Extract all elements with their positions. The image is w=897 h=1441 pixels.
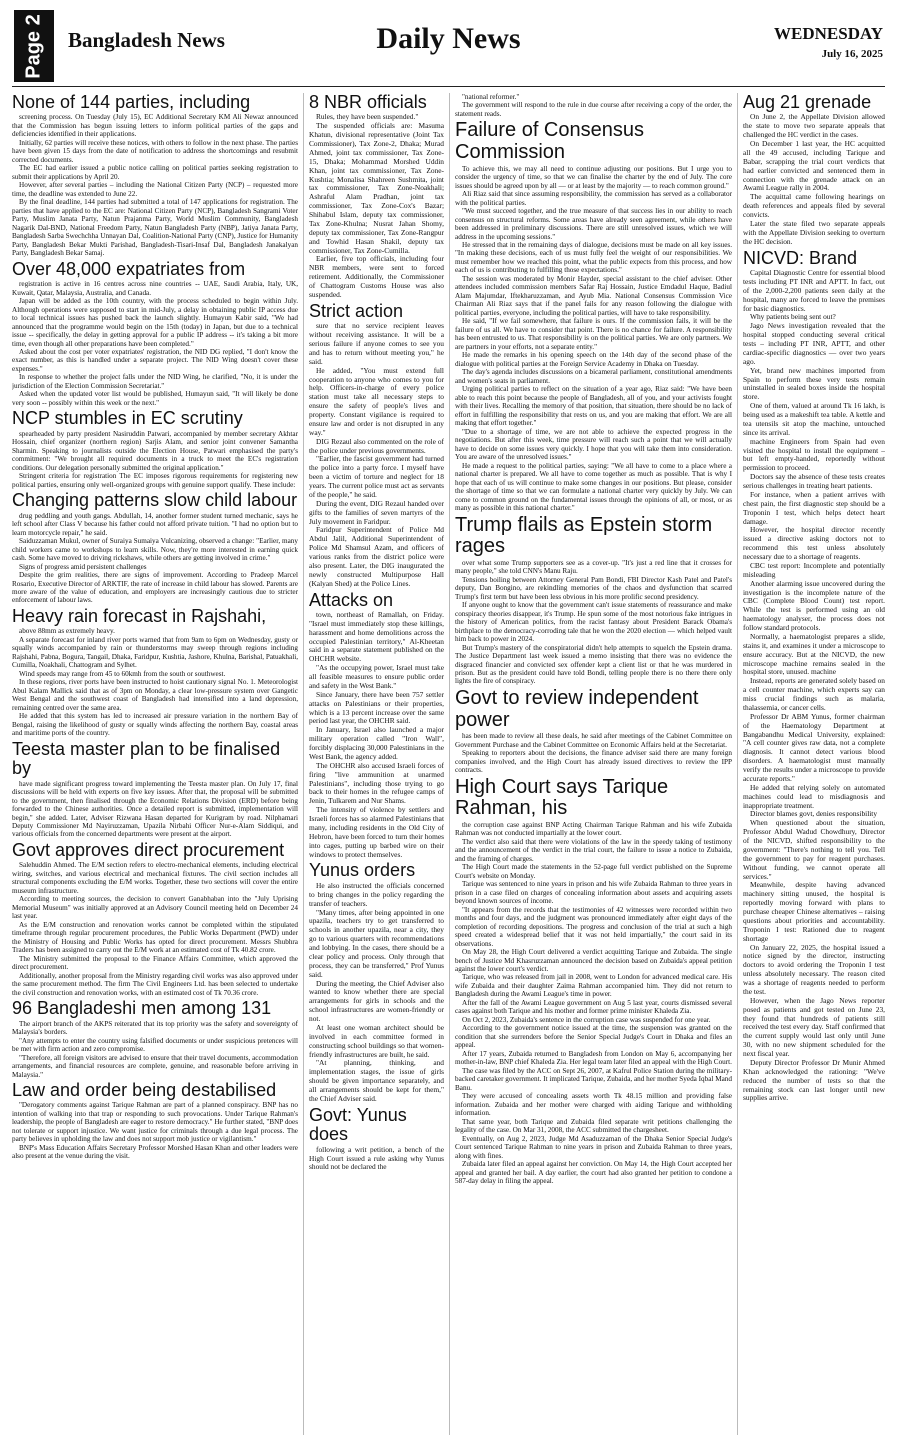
- page-label: Page 2: [22, 13, 45, 79]
- article-paragraph: Despite the grim realities, there are signs of improvement. According to Pradeep Marcel Rosario, Executive Director of ARKTIF, the rate of increase in child labour has slowed. Parents are more aware of the value of education, and employers are increasingly cautious due to stricter enforcement of labour laws.: [12, 571, 298, 605]
- article-paragraph: Tarique, who was released from jail in 2008, went to London for advanced medical care. His wife Zubaida and their daughter Zaima Rahman accompanied him. They did not return to Bangladesh during the Awami League's time in power.: [455, 973, 732, 999]
- article-headline: 8 NBR officials: [309, 93, 427, 112]
- article-paragraph: On June 2, the Appellate Division allowed the state to move two separate appeals that challenged the HC verdict in the cases.: [743, 112, 885, 140]
- article-paragraph: over what some Trump supporters see as a cover-up. "It's just a red line that it crosses for many people," she told CNN's Manu Raju.: [455, 558, 732, 576]
- article-paragraph: "As the occupying power, Israel must take all feasible measures to ensure public order and safety in the West Bank.": [309, 663, 444, 690]
- article-headline: Strict action: [309, 300, 404, 321]
- article-paragraph: Urging political parties to reflect on the situation of a year ago, Riaz said: "We have been able to reach this point because the people of Bangladesh, all of you, and your activists fought with their lives. Recalling the memory of that position, that situation, there should be no lack of effort in fulfilling the responsibility that rests on us, and you are making that effort. We are all making that effort together.": [455, 385, 732, 428]
- day-label: WEDNESDAY: [774, 24, 883, 43]
- news-columns: [12, 93, 885, 1435]
- article-headline: NICVD: Brand: [743, 247, 858, 268]
- article: [743, 249, 885, 1104]
- article-paragraph: have made significant progress toward implementing the Teesta master plan. On July 17, final discussions will be held with experts on five key issues. After that, the proposal will be submitted to the government, then finalised through the Economic Relations Division (ERD) before being forwarded to the Chinese authorities. Once a detailed report is submitted, implementation will begin," she added. Later, Adviser Rizwana Hasan departed for Kurigram by road. Nilphamari Deputy Commissioner Md Nayiruzzaman, Upazila Nirbahi Officer Nur-e-Alam Siddiqui, and various officials from the concerned departments were present at the airport.: [12, 779, 298, 839]
- article-paragraph: At least one woman architect should be involved in each committee formed in constructing school buildings so that women-friendly infrastructures are built, he said.: [309, 1022, 444, 1059]
- article: [309, 591, 444, 860]
- article-paragraph: has been made to review all these deals, he said after meetings of the Cabinet Committee on Government Purchase and the Cabinet Committee on Economic Affairs held at the Secretariat.: [455, 732, 732, 749]
- article-paragraph: Eventually, on Aug 2, 2023, Judge Md Asaduzzaman of the Dhaka Senior Special Judge's Court sentenced Tarique Rahman to nine years in prison and Zubaida Rahman to three years, along with fines.: [455, 1134, 732, 1160]
- article-paragraph: Tarique was sentenced to nine years in prison and his wife Zubaida Rahman to three years in prison in a case filed on charges of concealing information about assets and acquiring assets beyond known sources of income.: [455, 880, 732, 906]
- article-paragraph: Earlier, five top officials, including four NBR members, were sent to forced retirement. Additionally, the Commissioner of Chattogram Customs House was also suspended.: [309, 254, 444, 299]
- article-paragraph: town, northeast of Ramallah, on Friday. "Israel must immediately stop these killings, harassment and home demolitions across the occupied Palestinian territory," Al-Kheetan said in a separate statement published on the OHCHR website.: [309, 609, 444, 664]
- article-paragraph: That same year, both Tarique and Zubaida filed separate writ petitions challenging the legality of the case. On Mar 31, 2008, the ACC submitted the chargesheet.: [455, 1117, 732, 1135]
- article-paragraph: The OHCHR also accused Israeli forces of firing "live ammunition at unarmed Palestinians", including those trying to go back to their homes in the refugee camps of Jenin, Tulkarem and Nur Shams.: [309, 760, 444, 806]
- article-headline: Teesta master plan to be finalised by: [12, 738, 281, 779]
- article-paragraph: During the event, DIG Rezaul handed over gifts to the families of seven martyrs of the July movement in Faridpur.: [309, 498, 444, 526]
- article-paragraph: "Due to a shortage of time, we are not able to achieve the expected progress in the negotiations. But after this week, time pressure will reach such a point that we will actually have to decide on some issues very quickly. I hope that you will take them into consideration. You are aware of the unresolved issues.": [455, 427, 732, 462]
- article: [12, 999, 298, 1079]
- article-headline: Govt to review independent power: [455, 686, 699, 731]
- article-headline: High Court says Tarique Rahman, his: [455, 775, 669, 820]
- article-paragraph: Director blames govt, denies responsibility: [750, 809, 878, 819]
- article-paragraph: He added, "You must extend full cooperation to anyone who comes to you for help. Officers-in-charge of every police station must take all necessary steps to ensure the safety of people's lives and property. Constant vigilance is required to ensure law and order is not disrupted in any way.": [309, 365, 444, 437]
- article-paragraph: However, when the Jago News reporter posed as patients and got tested on June 23, they found that hundreds of patients still received the test every day. Staff confirmed that the current supply would last only until June 30, with no new shipment scheduled for the next fiscal year.: [743, 995, 885, 1058]
- article-paragraph: Tensions boiling between Attorney General Pam Bondi, FBI Director Kash Patel and Patel's deputy, Dan Bongino, are rekindling memories of the chaos and dysfunction that scarred Trump's first term but have been less obvious in his more prolific second presidency.: [455, 575, 732, 601]
- article-paragraph: The acquittal came following hearings on death references and appeals filed by several convicts.: [743, 192, 885, 220]
- article-paragraph: A separate forecast for inland river ports warned that from 9am to 6pm on Wednesday, gusty or squally winds accompanied by rain or thunderstorms may sweep through regions including Rajshahi, Pabna, Bogura, Tangail, Dhaka, Faridpur, Kushtia, Jashore, Khulna, Barishal, Patuakhali, Cumilla, Noakhali, Chattogram and Sylhet.: [12, 635, 298, 670]
- article-paragraph: drug peddling and youth gangs. Abdullah, 14, another former student turned mechanic, says he left school after Class V because his father could not afford private tuition. "I had no option but to learn motorcycle repair," he said.: [12, 511, 298, 537]
- article-paragraph: In response to whether the project falls under the NID Wing, he clarified, "No, it is under the jurisdiction of the Election Commission Secretariat.": [12, 373, 298, 390]
- article-paragraph: "national reformer.": [462, 93, 520, 101]
- article-paragraph: Salehuddin Ahmed. The E/M section refers to electro-mechanical elements, including electrical wiring, switches, and various electrical and mechanical fixtures. The civil section includes all structural components excluding the E/M works. Together, these two sections will cover the entire museum infrastructure.: [12, 861, 298, 895]
- article-paragraph: He stressed that in the remaining days of dialogue, decisions must be made on all key issues. "In making these decisions, each of us must fully feel the weight of our responsibilities. We must remember how we reached this point, what the public expects from this process, and how each of us is contributing to fulfilling those expectations.": [455, 241, 732, 275]
- column-4: [738, 93, 885, 1435]
- article: [12, 1081, 298, 1161]
- article-paragraph: registration is active in 16 centres across nine countries -- UAE, Saudi Arabia, Italy, UK, Kuwait, Qatar, Malaysia, Australia, and Canada.: [12, 280, 298, 297]
- article-paragraph: Capital Diagnostic Centre for essential blood tests including PT INR and APTT. In fact, out of the 2,000-2,200 patients seen daily at the hospital, many are forced to leave the premises for basic diagnostics.: [743, 268, 885, 313]
- article-paragraph: Deputy Director Professor Dr Munir Ahmed Khan acknowledged the rationing: "We've reduced the number of tests so that the remaining stock can last longer until new supplies arrive.: [743, 1057, 885, 1103]
- article-headline: Govt approves direct procurement: [12, 839, 285, 860]
- article-paragraph: DIG Rezaul also commented on the role of the police under previous governments.: [309, 436, 444, 455]
- article-paragraph: He said, "If we fail somewhere, that failure is ours. If the commission fails, it will be the failure of us all. We have to consider that point. There is no chance for failure. A responsibility has been entrusted to us. That responsibility is on the political parties. We are only partners. We are partners in your efforts, not a separate entity.": [455, 317, 732, 351]
- article-paragraph: The airport branch of the AKPS reiterated that its top priority was the safety and sovereignty of Malaysia's borders.: [12, 1019, 298, 1037]
- article: [12, 740, 298, 839]
- article-paragraph: "Derogatory comments against Tarique Rahman are part of a planned conspiracy. BNP has no intention of walking into that trap or responding to such provocations. Under Tarique Rahman's leadership, the people of Bangladesh are eager to restore democracy." He further stated, "BNP does not tolerate or support injustice. We want justice for criminals through a due legal process. The party believes in upholding the law and does not support mob justice or vigilantism.": [12, 1101, 298, 1144]
- article-paragraph: In January, Israel also launched a major military operation called "Iron Wall", forcibly displacing 30,000 Palestinians in the West Bank, the agency added.: [309, 725, 444, 761]
- article-paragraph: For instance, when a patient arrives with chest pain, the first diagnostic step should be a Troponin I test, which helps detect heart damage.: [743, 489, 885, 526]
- article-paragraph: above 88mm as extremely heavy.: [19, 627, 115, 636]
- article-paragraph: Instead, reports are generated solely based on a cell counter machine, which experts say can miss crucial findings such as malaria, thalassemia, or cancer cells.: [743, 676, 885, 712]
- article-paragraph: Additionally, another proposal from the Ministry regarding civil works was also approved under the same procurement method. The firm The Civil Engineers Ltd. has been selected to undertake the civil construction and renovation works, with an estimated cost of Tk 70.36 crore.: [12, 971, 298, 997]
- article-headline: Attacks on: [309, 589, 394, 610]
- article-paragraph: Asked when the updated voter list would be published, Humayun said, "It will likely be done very soon -- possibly within this week or the next.": [12, 390, 298, 407]
- article-paragraph: The case was filed by the ACC on Sept 26, 2007, at Kafrul Police Station during the military-backed caretaker government. It implicated Tarique, Zubaida, and her mother Syeda Iqbal Mand Banu.: [455, 1066, 732, 1092]
- article-paragraph: "Many times, after being appointed in one upazila, teachers try to get transferred to schools in another upazila, near a city, they go to various quarters with recommendations and lobbying. In the cases, there should be a clear policy and process. Only through that process, they can be transferred," Prof Yunus said.: [309, 907, 444, 979]
- article: [309, 861, 444, 1103]
- article-paragraph: According to meeting sources, the decision to convert Ganabhaban into the "July Uprising Memorial Museum" was initially approved at an Advisory Council meeting held on December 24 last year.: [12, 895, 298, 921]
- article-paragraph: "At planning, thinking, and implementation stages, the issue of girls should be given importance separately, and all arrangements should be kept for them," the Chief Adviser said.: [309, 1058, 444, 1103]
- article-paragraph: The session was moderated by Monir Hayder, special assistant to the chief adviser. Other attendees included commission members Safar Raj Hossain, Justice Emdadul Haque, Badiul Alam Majumdar, Iftekharuzzaman, and Ayub Mia. National Consensus Commission Vice Chairman Ali Riaz says that if the panel fails for any reason following the dialogue with political parties, everyone, including the political parties, will have to take responsibility.: [455, 274, 732, 317]
- article-paragraph: If anyone ought to know that the government can't issue statements of reassurance and make conspiracy theories disappear, it's Trump. He spun some of the most notorious fake intrigues in the history of American politics, from the racist fantasy about President Barack Obama's birthplace to the democracy-corroding tale that he won the 2020 election — which helped vault him back to power in 2024.: [455, 601, 732, 644]
- article-paragraph: following a writ petition, a bench of the High Court issued a rule asking why Yunus should not be declared the: [309, 1144, 444, 1172]
- article-paragraph: As the E/M construction and renovation works cannot be completed within the stipulated timeframe through regular procurement procedures, the Public Works Department (PWD) under the Ministry of Housing and Public Works has opted for direct procurement. Messrs Shubhra Traders has been assigned to carry out the E/M work at an estimated cost of Tk 40.82 crore.: [12, 920, 298, 955]
- article-paragraph: Why patients being sent out?: [750, 312, 836, 322]
- article-paragraph: Later the state filed two separate appeals with the Appellate Division seeking to overturn the HC decision.: [743, 218, 885, 246]
- article-paragraph: He made a request to the political parties, saying: "We all have to come to a place where a national charter is prepared. We all have to come together as much as possible. That is why I hope that each of us will continue to make some changes in our positions. But please, consider the shortage of time so that we can formulate a national charter very quickly by July. We can come to common ground on the fundamental issues through the opinions of all, or most, or as many as possible in this national charter.": [455, 461, 732, 513]
- article-paragraph: BNP's Mass Education Affairs Secretary Professor Morshed Hasan Khan and other leaders were also present at the venue during the visit.: [12, 1143, 298, 1161]
- column-3: [450, 93, 738, 1435]
- article-headline: Over 48,000 expatriates from: [12, 258, 246, 279]
- article: [12, 409, 298, 489]
- article-paragraph: "It appears from the records that the testimonies of 42 witnesses were recorded within two months and four days, and the judgment was pronounced immediately after eight days of the completion of recording depositions. The progress and conclusion of the trial at such a high speed created a widespread belief that it was not held impartially," the court said in its observations.: [455, 905, 732, 948]
- article: [12, 93, 298, 258]
- article-paragraph: Since January, there have been 757 settler attacks on Palestinians or their properties, which is a 13 percent increase over the same period last year, the OHCHR said.: [309, 689, 444, 726]
- article: [309, 93, 444, 300]
- article-headline: Aug 21 grenade: [743, 93, 872, 112]
- article: [12, 607, 298, 738]
- article-paragraph: According to the government notice issued at the time, the suspension was granted on the condition that she surrenders before the Senior Special Judge's Court in Dhaka and files an appeal.: [455, 1024, 732, 1050]
- article-paragraph: Jago News investigation revealed that the hospital stopped conducting several critical tests – including PT INR, APTT, and other cardiac-specific diagnostics — over two years ago.: [743, 321, 885, 366]
- article-paragraph: One of them, valued at around Tk 16 lakh, is being used as a makeshift tea table. A kettle and tea utensils sit atop the machine, untouched since its arrival.: [743, 401, 885, 437]
- article-paragraph: After 17 years, Zubaida returned to Bangladesh from London on May 6, accompanying her mother-in-law, BNP chief Khaleda Zia. Her legal team later filed an appeal with the High Court.: [455, 1049, 732, 1067]
- article-headline: Heavy rain forecast in Rajshahi,: [12, 605, 267, 626]
- article-paragraph: On December 1 last year, the HC acquitted all the 49 accused, including Tarique and Babar, scrapping the trial court verdicts that had earlier convicted and sentenced them in connection with the grenade attack on an Awami League rally in 2004.: [743, 139, 885, 193]
- article-paragraph: Doctors say the absence of these tests creates serious challenges in treating heart patients.: [743, 472, 885, 490]
- article-paragraph: He also instructed the officials concerned to bring changes in the policy regarding the transfer of teachers.: [309, 880, 444, 908]
- article-paragraph: During the meeting, the Chief Adviser also wanted to know whether there are special arrangements for girls in schools and the school infrastructures are women-friendly or not.: [309, 978, 444, 1023]
- article: [743, 93, 885, 247]
- paper-name: Bangladesh News: [68, 28, 225, 52]
- article-paragraph: spearheaded by party president Nasiruddin Patwari, accompanied by member secretary Akhtar Hossain, chief organizer (northern region) Sarjis Alam, and senior joint convener Samantha Sharmin. Speaking to journalists outside the Election House, Patwari emphasised the party's commitment: "We brought all required documents in a truck to meet the EC's registration conditions. Our delegation personally submitted the original application.": [12, 429, 298, 472]
- article-paragraph: Professor Dr ABM Yunus, former chairman of the Haematology Department at Bangabandhu Medical University, explained: "A cell counter gives raw data, not a complete diagnosis. It cannot detect various blood disorders. A haematologist must manually verify the results under a microscope to provide accurate reports.": [743, 711, 885, 783]
- masthead: [0, 0, 897, 88]
- masthead-rule: [12, 86, 885, 87]
- article-paragraph: The EC had earlier issued a public notice calling on political parties seeking registration to submit their applications by April 20.: [12, 164, 298, 181]
- column-1: [12, 93, 304, 1435]
- article-paragraph: Wind speeds may range from 45 to 60kmh from the south or southwest.: [19, 669, 226, 678]
- article-paragraph: The intensity of violence by settlers and Israeli forces has so alarmed Palestinians that many, including residents in the Old City of Hebron, have been forced to turn their homes into cages, putting up barbed wire on their windows to protect themselves.: [309, 805, 444, 859]
- article-paragraph: He added that this system has led to increased air pressure variation in the northern Bay of Bengal, raising the likelihood of gusty or squally winds affecting the northern Bay, coastal areas and maritime ports of the country.: [12, 712, 298, 738]
- article-paragraph: On January 22, 2025, the hospital issued a notice signed by the director, instructing doctors to avoid ordering the Troponin I test unless absolutely necessary. The reason cited was a shortage of reagents needed to perform the test.: [743, 942, 885, 996]
- article-paragraph: Faridpur Superintendent of Police Md Abdul Jalil, Additional Superintendent of Police Md Shamsul Azam, and officers of various ranks from the district police were also present. Later, the DIG inaugurated the newly constructed Multipurpose Hall (Kalyan Shed) at the Police Lines.: [309, 525, 444, 588]
- article: [309, 302, 444, 589]
- article-paragraph: When questioned about the situation, Professor Abdul Wadud Chowdhury, Director of the NICVD, shifted responsibility to the government: "There's nothing to tell you. Tell the government to pay for reagent purchases. Without funding, we cannot operate all services.": [743, 818, 885, 881]
- article-paragraph: On May 28, the High Court delivered a verdict acquitting Tarique and Zubaida. The single bench of Justice Md Khasruzzaman announced the decision based on Zubaida's appeal petition against the lower court's verdict.: [455, 948, 732, 973]
- article-paragraph: He made the remarks in his opening speech on the 14th day of the second phase of the dialogue with political parties at the Foreign Service Academy in Dhaka on Tuesday.: [455, 351, 732, 368]
- article-paragraph: Asked about the cost per voter expatriates' registration, the NID DG replied, "I don't know the exact number, as this is handled under a separate project. The NID Wing doesn't cover these expenses.": [12, 347, 298, 373]
- article-paragraph: The government will respond to the rule in due course after receiving a copy of the order, the statement reads.: [455, 101, 732, 118]
- article-paragraph: Initially, 62 parties will receive these notices, with others to follow in the next phase. The parties have been given 15 days from the date of notification to address the shortcomings and resubmit corrected documents.: [12, 138, 298, 164]
- article-headline: Govt: Yunus does: [309, 1104, 407, 1145]
- article: [455, 777, 732, 1186]
- article: [12, 841, 298, 997]
- article-paragraph: Yet, brand new machines imported from Spain to perform these very tests remain uninstalled in sealed boxes inside the hospital store.: [743, 365, 885, 402]
- article-paragraph: Saiduzzaman Mukul, owner of Suraiya Sumaiya Vulcanizing, observed a change: "Earlier, many child workers came to workshops to learn skills. Now, they're more interested in earning quick cash. Some have moved to driving rickshaws, while others are getting involved in crime.": [12, 537, 298, 563]
- article-paragraph: Japan will be added as the 10th country, with the process scheduled to begin within July. Although operations were supposed to start in mid-July, a delay in obtaining public IP access due to local technical issues has pushed back the launch slightly. Humayun Kabir said, "We had announced that the programme would begin on the 15th (today) in Japan, but due to a technical issue -- specifically, the delay in getting approval for a public IP address -- it's taking a bit more time, even though all other preparations have been completed.": [12, 297, 298, 348]
- article-paragraph: Zubaida later filed an appeal against her conviction. On May 14, the High Court accepted her appeal and granted her bail. A day earlier, the court had also granted her petition to condone a 587-day delay in filing the appeal.: [455, 1160, 732, 1186]
- section-title: Daily News: [376, 22, 521, 55]
- article-headline: Yunus orders: [309, 860, 416, 881]
- article-paragraph: The Ministry submitted the proposal to the Finance Affairs Committee, which approved the direct procurement.: [12, 954, 298, 972]
- article-paragraph: "Therefore, all foreign visitors are advised to ensure that their travel documents, accommodation arrangements, and financial resources are complete, genuine, and reasonable before arriving in Malaysia.": [12, 1053, 298, 1079]
- article-paragraph: However, after several parties – including the National Citizen Party (NCP) – requested more time, the deadline was extended to June 22.: [12, 181, 298, 198]
- article-headline: Law and order being destabilised: [12, 1079, 277, 1100]
- article-paragraph: the corruption case against BNP Acting Chairman Tarique Rahman and his wife Zubaida Rahman was not conducted impartially at the lower court.: [455, 820, 732, 838]
- article-paragraph: CBC test report: Incomplete and potentially misleading: [743, 560, 885, 579]
- article-paragraph: machine Engineers from Spain had even visited the hospital to install the equipment – but left empty-handed, reportedly without permission to proceed.: [743, 436, 885, 473]
- article-paragraph: Speaking to reporters about the decisions, the finance adviser said there are many foreign companies involved, and the High Court has already issued directives to review the IPP contracts.: [455, 749, 732, 775]
- article-paragraph: On Oct 2, 2023, Zubaida's sentence in the corruption case was suspended for one year.: [462, 1015, 711, 1024]
- article-paragraph: Normally, a haematologist prepares a slide, stains it, and examines it under a microscope to ensure accuracy. But at the NICVD, the new microscope machine remains sealed in the hospital store, unused. machine: [743, 631, 885, 677]
- article-paragraph: The day's agenda includes discussions on a bicameral parliament, constitutional amendments and women's seats in parliament.: [455, 368, 732, 385]
- article-paragraph: screening process. On Tuesday (July 15), EC Additional Secretary KM Ali Newaz announced that the Commission has begun issuing letters to inform political parties of the gaps and deficiencies identified in their applications.: [12, 113, 298, 139]
- article: [455, 688, 732, 775]
- article-paragraph: "Earlier, the fascist government had turned the police into a party force. I myself have been a victim of torture and neglect for 18 years. The current police must act as servants of the people," he said.: [309, 454, 444, 499]
- article-paragraph: To achieve this, we may all need to continue adjusting our positions. But I urge you to consider the urgency of time, so that we can finalise the charter by the end of July. The core issues should be agreed upon by all — or at least by the majority — to reach common ground.": [455, 164, 732, 190]
- article-paragraph: In these regions, river ports have been instructed to hoist cautionary signal No. 1. Meteorologist Abul Kalam Mallick said that as of 3pm on Monday, a clear low-pressure system over Gangetic West Bengal and the southwest coast of Bangladesh had intensified into a land depression, remaining centred over the same area.: [12, 678, 298, 712]
- article: [309, 1106, 444, 1173]
- article-headline: Changing patterns slow child labour: [12, 490, 298, 511]
- article-paragraph: Ali Riaz said that since assuming responsibility, the commission has served as a collaborator with the political parties.: [455, 190, 732, 207]
- article-paragraph: However, the hospital director recently issued a directive asking doctors not to recommend this test unless absolutely necessary due to a shortage of reagents.: [743, 525, 885, 561]
- article-paragraph: But Trump's mastery of the conspiratorial didn't help attempts to squelch the Epstein drama. The Justice Department last week issued a memo insisting that there was no evidence the disgraced financier and convicted sex offender kept a client list or that he was murdered in prison. But as the president could have told Bondi, telling people there is no there there only lights the fire of conspiracy.: [455, 643, 732, 686]
- article-paragraph: "We must succeed together, and the true measure of that success lies in our ability to reach consensus on structural reforms. Some areas have already seen agreement, while others have been addressed in preliminary discussions. There are still unresolved issues, which we will address in the upcoming sessions.": [455, 207, 732, 241]
- article-paragraph: They were accused of concealing assets worth Tk 48.15 million and providing false information. Zubaida and her mother were charged with aiding Tarique and withholding information.: [455, 1092, 732, 1118]
- article: [12, 260, 298, 408]
- date-label: July 16, 2025: [821, 48, 883, 60]
- article-headline: None of 144 parties, including: [12, 93, 251, 112]
- article-paragraph: Stringent criteria for registration The EC imposes rigorous requirements for registering new political parties, ensuring only well-organized groups with genuine support qualify. These include:: [12, 472, 298, 489]
- article-paragraph: The High Court made the statements in the 52-page full verdict published on the Supreme Court's website on Monday.: [455, 863, 732, 880]
- article: [455, 120, 732, 512]
- article-paragraph: The suspended officials are: Masuma Khatun, divisional representative (Joint Tax Commissioner), Tax Zone-2, Dhaka; Murad Ahmed, joint tax commissioner, Tax Zone-15, Dhaka; Mohammad Morshed Uddin Khan, joint tax commissioner, Tax Zone-Kushtia; Monalisa Shahreen Sushmita, joint tax commissioner, Tax Zone-Noakhali; Ashraful Alam Pradhan, joint tax commissioner, Tax Zone-Cox's Bazar; Shihabul Islam, deputy tax commissioner, Tax Zone-Khulna; Nusrat Jahan Shomy, deputy tax commissioner, Tax Zone-Rangpur and Towhid Hasan Shakil, deputy tax commissioner, Tax Zone-Cumilla.: [309, 121, 444, 255]
- article-paragraph: After the fall of the Awami League government on Aug 5 last year, courts dismissed several cases against both Tarique and his mother and former prime minister Khaleda Zia.: [455, 998, 732, 1016]
- article-paragraph: By the final deadline, 144 parties had submitted a total of 147 applications for registration. The parties that have applied to the EC are: National Citizen Party (NCP), Bangladesh Sangrami Voter Party, Muslim Janata Party, Natun Prajanma Party, World Muslim Community, Bangladesh Nagarik Dal-BND, National Freedom Party, Natun Bangladesh Party (NBP), Jatiya Janata Party, Bangladesh Sarba Swechchha Unnayan Dal, Coalition-National Party (CNP), Justice for Humanity Party, Bangladesh Bekar Mukti Parishad, Bangladesh-Tisari-Insaf Dal, Bangladesh Janakalyan Party, Bangladesh Bekar Samaj.: [12, 198, 298, 258]
- article-paragraph: Meanwhile, despite having advanced machinery sitting unused, the hospital is reportedly moving forward with plans to purchase cheaper Chinese alternatives – raising questions about priorities and accountability. Troponin I test: Rationed due to reagent shortage: [743, 880, 885, 943]
- article: [455, 515, 732, 686]
- article-headline: NCP stumbles in EC scrutiny: [12, 408, 243, 429]
- article-paragraph: Rules, they have been suspended.": [316, 112, 419, 122]
- article: [455, 93, 732, 118]
- column-2: [304, 93, 450, 1435]
- article: [12, 491, 298, 605]
- article-headline: Trump flails as Epstein storm rages: [455, 513, 713, 558]
- article-headline: Failure of Consensus Commission: [455, 119, 644, 164]
- article-paragraph: Signs of progress amid persistent challenges: [19, 562, 147, 571]
- article-paragraph: He added that relying solely on automated machines could lead to misdiagnosis and inappropriate treatment.: [743, 782, 885, 810]
- article-paragraph: The verdict also said that there were violations of the law in the speedy taking of testimony and the announcement of the verdict in the trial court, the failure to issue a notice to Zubaida, and the framing of charges.: [455, 837, 732, 863]
- article-paragraph: "Any attempts to enter the country using falsified documents or under suspicious pretences will be met with firm action and zero compromise.: [12, 1036, 298, 1054]
- article-headline: 96 Bangladeshi men among 131: [12, 998, 272, 1019]
- article-paragraph: sure that no service recipient leaves without receiving assistance. It will be a serious failure if anyone comes to see you and has to return without meeting you," he said.: [309, 321, 444, 366]
- article-paragraph: Another alarming issue uncovered during the investigation is the incomplete nature of the CBC (Complete Blood Count) test report. While the test is performed using an old haematology analyser, the process does not follow standard protocols.: [743, 578, 885, 632]
